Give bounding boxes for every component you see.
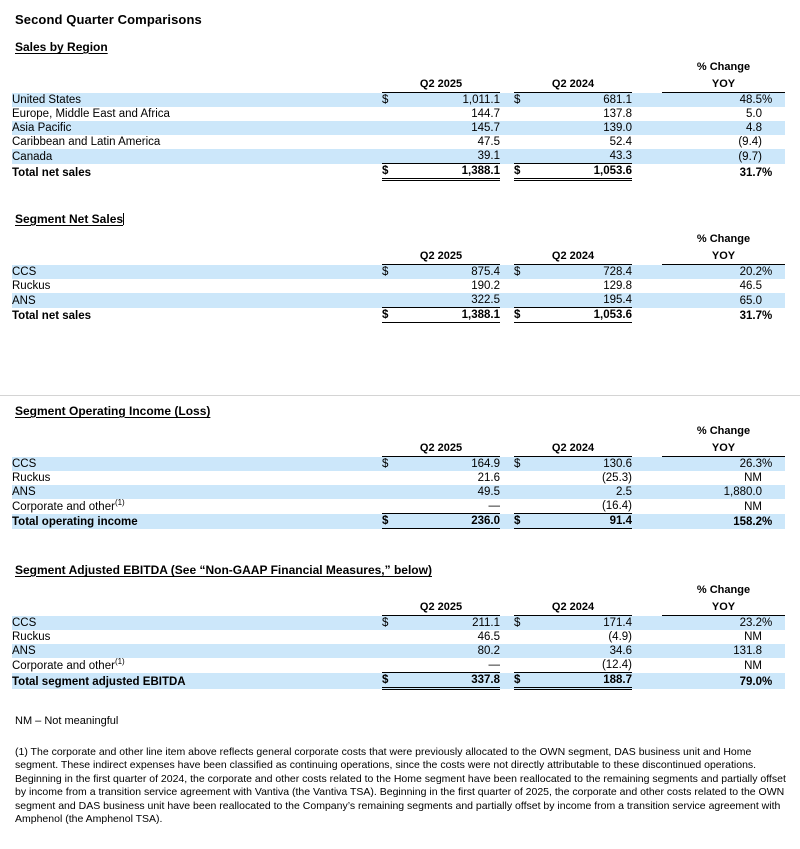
row-currency-prior xyxy=(514,485,530,499)
row-label: CCS xyxy=(12,457,382,472)
row-pct-change: 65.0 xyxy=(662,293,762,308)
header-year-current: Q2 2025 xyxy=(382,439,500,457)
table-total-row xyxy=(12,514,785,529)
row-gap-2 xyxy=(632,644,662,658)
row-pct-change: NM xyxy=(744,500,762,513)
row-currency-prior xyxy=(514,149,530,164)
total-currency-prior: $ xyxy=(514,514,530,529)
total-pct-change: 158.2 xyxy=(662,514,762,529)
row-currency-current: $ xyxy=(382,457,398,472)
row-label: ANS xyxy=(12,644,382,658)
table-header-row-bottom xyxy=(12,598,785,616)
header-gap2 xyxy=(632,583,662,598)
table-segment-operating-income xyxy=(12,424,785,529)
header-year-prior: Q2 2024 xyxy=(514,598,632,616)
row-currency-current: $ xyxy=(382,616,398,631)
section-title-sales-by-region xyxy=(15,40,108,54)
total-pct-change: 79.0 xyxy=(662,673,762,689)
row-value-prior: (12.4) xyxy=(530,658,632,673)
table-row xyxy=(12,265,785,280)
total-currency-current: $ xyxy=(382,308,398,323)
row-value-prior: 43.3 xyxy=(530,149,632,164)
total-gap xyxy=(500,308,514,323)
row-currency-prior xyxy=(514,279,530,293)
row-value-current: — xyxy=(398,499,500,514)
table-row xyxy=(12,293,785,308)
table-row xyxy=(12,457,785,472)
row-pct-change: 48.5 xyxy=(662,93,762,108)
page-break-divider xyxy=(0,395,800,396)
row-pct-symbol xyxy=(762,630,785,644)
row-gap xyxy=(500,616,514,631)
row-label: Europe, Middle East and Africa xyxy=(12,108,170,120)
row-currency-current xyxy=(382,107,398,121)
header-year-prior: Q2 2024 xyxy=(514,439,632,457)
header-gap-3 xyxy=(500,75,514,93)
table-row xyxy=(12,121,785,135)
header-spacer xyxy=(12,583,382,598)
row-value-current: 49.5 xyxy=(398,485,500,499)
row-label: Canada xyxy=(12,149,382,164)
total-pct-change: 31.7 xyxy=(739,166,762,179)
row-pct-change: NM xyxy=(744,472,762,484)
total-label: Total net sales xyxy=(12,309,92,322)
header-year-current: Q2 2025 xyxy=(382,75,500,93)
row-pct-symbol xyxy=(762,485,785,499)
row-pct-change: 20.2 xyxy=(662,265,762,280)
row-gap xyxy=(500,457,514,472)
row-value-current: 145.7 xyxy=(398,121,500,135)
row-gap-2 xyxy=(632,616,662,631)
row-label: CCS xyxy=(12,265,382,280)
row-gap xyxy=(500,471,514,485)
table-total-row xyxy=(12,673,785,689)
table-row xyxy=(12,93,785,108)
header-gap xyxy=(500,60,514,75)
total-pct-symbol: % xyxy=(762,514,785,529)
row-gap-2 xyxy=(632,499,662,514)
row-value-prior: (16.4) xyxy=(530,499,632,514)
table-header-row-top xyxy=(12,232,785,247)
row-currency-prior xyxy=(514,107,530,121)
header-spacer-2 xyxy=(12,439,382,457)
header-gap2 xyxy=(632,60,662,75)
page-title: Second Quarter Comparisons xyxy=(15,12,202,27)
table-total-row xyxy=(12,308,785,323)
row-gap xyxy=(500,293,514,308)
row-currency-prior xyxy=(514,630,530,644)
row-gap-2 xyxy=(632,471,662,485)
total-currency-prior: $ xyxy=(514,164,530,180)
total-gap-2 xyxy=(632,164,662,180)
header-gap-3 xyxy=(500,247,514,265)
total-value-prior: 1,053.6 xyxy=(530,164,632,180)
row-pct-symbol xyxy=(762,644,785,658)
row-label: Asia Pacific xyxy=(12,121,382,135)
table-row xyxy=(12,135,785,149)
header-pct-change-line2: YOY xyxy=(662,247,785,265)
total-currency-current: $ xyxy=(382,164,398,180)
row-value-current: 875.4 xyxy=(398,265,500,280)
header-spacer xyxy=(12,60,382,75)
table-header-row-top xyxy=(12,60,785,75)
table-header-row-bottom xyxy=(12,247,785,265)
total-label: Total segment adjusted EBITDA xyxy=(12,673,382,689)
header-gap xyxy=(500,232,514,247)
total-currency-prior: $ xyxy=(514,308,530,323)
row-currency-current xyxy=(382,658,398,673)
total-label: Total operating income xyxy=(12,514,382,529)
total-value-current: 236.0 xyxy=(398,514,500,529)
row-value-prior: 129.8 xyxy=(603,280,632,292)
row-value-prior: 195.4 xyxy=(530,293,632,308)
row-currency-current: $ xyxy=(382,265,398,280)
header-gap2 xyxy=(632,232,662,247)
row-value-prior: 52.4 xyxy=(609,136,632,148)
table-row xyxy=(12,616,785,631)
row-currency-current xyxy=(382,293,398,308)
row-currency-current xyxy=(382,279,398,293)
table-row xyxy=(12,658,785,673)
row-value-prior: 130.6 xyxy=(530,457,632,472)
row-pct-change: (9.4) xyxy=(738,136,762,148)
row-currency-prior xyxy=(514,658,530,673)
row-value-current: 21.6 xyxy=(477,472,500,484)
total-value-current: 1,388.1 xyxy=(398,164,500,180)
header-year-prior: Q2 2024 xyxy=(514,247,632,265)
row-pct-change: NM xyxy=(744,631,762,643)
row-pct-symbol xyxy=(762,135,785,149)
table-row xyxy=(12,149,785,164)
row-gap-2 xyxy=(632,135,662,149)
header-year-prior-top xyxy=(514,583,632,598)
row-pct-symbol: % xyxy=(762,616,785,631)
row-gap xyxy=(500,485,514,499)
row-label: United States xyxy=(12,93,382,108)
header-spacer xyxy=(12,424,382,439)
row-pct-symbol xyxy=(762,658,785,673)
row-label: Ruckus xyxy=(12,280,51,292)
footnote-marker: (1) xyxy=(114,497,125,507)
row-value-current: 322.5 xyxy=(398,293,500,308)
header-year-prior-top xyxy=(514,232,632,247)
row-currency-current xyxy=(382,485,398,499)
row-currency-current xyxy=(382,149,398,164)
header-gap-3 xyxy=(500,439,514,457)
header-year-current: Q2 2025 xyxy=(382,247,500,265)
row-currency-prior: $ xyxy=(514,265,530,280)
row-pct-change: 26.3 xyxy=(662,457,762,472)
total-gap xyxy=(500,673,514,689)
row-gap xyxy=(500,658,514,673)
total-gap-2 xyxy=(632,673,662,689)
total-currency-current: $ xyxy=(382,514,398,529)
total-gap xyxy=(500,514,514,529)
header-gap-4 xyxy=(632,247,662,265)
row-value-current: 46.5 xyxy=(477,631,500,643)
header-pct-change-line1: % Change xyxy=(696,61,751,73)
row-pct-symbol xyxy=(762,121,785,135)
row-gap-2 xyxy=(632,658,662,673)
row-gap xyxy=(500,149,514,164)
row-gap xyxy=(500,499,514,514)
total-pct-symbol: % xyxy=(762,673,785,689)
header-year-current: Q2 2025 xyxy=(382,598,500,616)
table-row xyxy=(12,471,785,485)
table-row xyxy=(12,485,785,499)
header-gap-4 xyxy=(632,75,662,93)
row-currency-current xyxy=(382,630,398,644)
row-currency-current xyxy=(382,135,398,149)
header-gap2 xyxy=(632,424,662,439)
row-label-text: Corporate and other xyxy=(12,500,115,513)
table-row xyxy=(12,279,785,293)
row-label: Caribbean and Latin America xyxy=(12,136,161,148)
row-label: Ruckus xyxy=(12,472,51,484)
header-year-prior-top xyxy=(514,60,632,75)
row-pct-change: 5.0 xyxy=(746,108,762,120)
row-gap-2 xyxy=(632,485,662,499)
row-pct-symbol xyxy=(762,107,785,121)
row-value-prior: (25.3) xyxy=(601,472,632,484)
row-gap-2 xyxy=(632,457,662,472)
total-gap-2 xyxy=(632,514,662,529)
row-gap-2 xyxy=(632,293,662,308)
total-value-prior: 188.7 xyxy=(530,673,632,689)
section-title-text: Sales by Region xyxy=(15,40,108,54)
row-value-current: 47.5 xyxy=(477,136,500,148)
row-value-prior: 34.6 xyxy=(530,644,632,658)
row-value-current: 80.2 xyxy=(398,644,500,658)
header-gap-4 xyxy=(632,598,662,616)
row-gap-2 xyxy=(632,121,662,135)
row-pct-change: (9.7) xyxy=(662,149,762,164)
row-currency-prior xyxy=(514,293,530,308)
row-pct-symbol: % xyxy=(762,265,785,280)
header-pct-change-line1: % Change xyxy=(696,584,751,596)
row-pct-symbol xyxy=(762,499,785,514)
row-currency-prior: $ xyxy=(514,616,530,631)
row-gap xyxy=(500,135,514,149)
row-currency-current xyxy=(382,121,398,135)
row-currency-prior xyxy=(514,644,530,658)
header-pct-change-line2: YOY xyxy=(662,439,785,457)
row-label: CCS xyxy=(12,616,382,631)
total-label: Total net sales xyxy=(12,166,92,179)
row-value-prior: 171.4 xyxy=(530,616,632,631)
row-value-current: 190.2 xyxy=(471,280,500,292)
row-currency-prior xyxy=(514,499,530,514)
table-header-row-bottom xyxy=(12,75,785,93)
row-gap xyxy=(500,630,514,644)
row-pct-change: 46.5 xyxy=(739,280,762,292)
header-year-prior: Q2 2024 xyxy=(514,75,632,93)
row-currency-prior xyxy=(514,471,530,485)
section-title-text: Segment Net Sales xyxy=(15,212,124,226)
row-pct-symbol xyxy=(762,279,785,293)
section-title-segment-operating-income xyxy=(15,404,210,418)
row-label xyxy=(12,658,382,673)
row-pct-change: 4.8 xyxy=(662,121,762,135)
row-currency-prior: $ xyxy=(514,457,530,472)
header-year-current-top xyxy=(382,424,500,439)
row-gap xyxy=(500,93,514,108)
header-gap-3 xyxy=(500,598,514,616)
table-row xyxy=(12,630,785,644)
table-total-row xyxy=(12,164,785,180)
row-gap xyxy=(500,644,514,658)
row-value-prior: 139.0 xyxy=(530,121,632,135)
section-title-text: Segment Adjusted EBITDA (See “Non-GAAP Financial Measures,” below) xyxy=(15,563,432,577)
total-gap-2 xyxy=(632,308,662,323)
header-spacer-2 xyxy=(12,75,382,93)
row-value-current: — xyxy=(398,658,500,673)
table-header-row-bottom xyxy=(12,439,785,457)
total-value-current: 1,388.1 xyxy=(398,308,500,323)
row-label xyxy=(12,499,382,514)
row-gap-2 xyxy=(632,279,662,293)
row-currency-prior: $ xyxy=(514,93,530,108)
table-row xyxy=(12,499,785,514)
row-label: ANS xyxy=(12,293,382,308)
row-value-current: 211.1 xyxy=(398,616,500,631)
header-pct-change-line2: YOY xyxy=(662,598,785,616)
row-pct-change: 1,880.0 xyxy=(662,485,762,499)
text-cursor-caret xyxy=(123,213,124,225)
table-header-row-top xyxy=(12,424,785,439)
row-value-current: 144.7 xyxy=(471,108,500,120)
row-label: Ruckus xyxy=(12,631,51,643)
table-row xyxy=(12,644,785,658)
header-year-current-top xyxy=(382,583,500,598)
row-value-prior: 681.1 xyxy=(530,93,632,108)
row-gap-2 xyxy=(632,265,662,280)
footnote-1-text: (1) The corporate and other line item above reflects general corporate costs that were previously allocated to the OWN segment, DAS business unit and Home segment. These indirect expenses have been classified as continuing operations, since the costs were not directly attributable to these discontinued operations. Beginning in the first quarter of 2024, the corporate and other costs related to the Home segment have been reallocated to the remaining segments and partially offset by income from a transition service agreement with Vantiva (the Vantiva TSA). Beginning in the first quarter of 2025, the corporate and other costs related to the OWN segment and DAS business unit have been reallocated to the Company’s remaining segments and partially offset by income from a transition service agreement with Amphenol (the Amphenol TSA). xyxy=(15,746,786,826)
header-spacer xyxy=(12,232,382,247)
row-pct-change: NM xyxy=(744,659,762,672)
row-value-prior: (4.9) xyxy=(608,631,632,643)
header-pct-change-line2: YOY xyxy=(662,75,785,93)
total-currency-current: $ xyxy=(382,673,398,689)
row-pct-symbol xyxy=(762,471,785,485)
footnote-1 xyxy=(15,746,787,826)
header-gap-4 xyxy=(632,439,662,457)
row-value-current: 39.1 xyxy=(398,149,500,164)
header-year-current-top xyxy=(382,60,500,75)
section-title-text: Segment Operating Income (Loss) xyxy=(15,404,211,418)
row-label: ANS xyxy=(12,485,382,499)
row-pct-symbol xyxy=(762,293,785,308)
row-gap xyxy=(500,107,514,121)
row-gap-2 xyxy=(632,630,662,644)
row-currency-current xyxy=(382,499,398,514)
row-gap xyxy=(500,279,514,293)
header-pct-change-line1: % Change xyxy=(696,233,751,245)
section-title-segment-adjusted-ebitda xyxy=(15,563,432,577)
row-value-current: 1,011.1 xyxy=(398,93,500,108)
section-title-segment-net-sales xyxy=(15,212,124,226)
header-spacer-2 xyxy=(12,247,382,265)
row-gap-2 xyxy=(632,93,662,108)
header-spacer-2 xyxy=(12,598,382,616)
row-currency-prior xyxy=(514,135,530,149)
total-value-current: 337.8 xyxy=(398,673,500,689)
total-value-prior: 91.4 xyxy=(530,514,632,529)
row-pct-change: 23.2 xyxy=(662,616,762,631)
footnote-marker: (1) xyxy=(114,656,125,666)
header-year-prior-top xyxy=(514,424,632,439)
row-gap-2 xyxy=(632,107,662,121)
row-pct-symbol: % xyxy=(762,457,785,472)
table-sales-by-region xyxy=(12,60,785,181)
not-meaningful-note: NM – Not meaningful xyxy=(15,715,119,727)
row-currency-current xyxy=(382,644,398,658)
table-segment-adjusted-ebitda xyxy=(12,583,785,690)
total-currency-prior: $ xyxy=(514,673,530,689)
row-currency-current: $ xyxy=(382,93,398,108)
row-pct-change: 131.8 xyxy=(662,644,762,658)
row-currency-prior xyxy=(514,121,530,135)
table-header-row-top xyxy=(12,583,785,598)
row-label-text: Corporate and other xyxy=(12,659,115,672)
row-gap xyxy=(500,121,514,135)
row-pct-symbol: % xyxy=(762,93,785,108)
total-pct-symbol: % xyxy=(762,166,773,179)
row-pct-symbol xyxy=(762,149,785,164)
table-segment-net-sales xyxy=(12,232,785,323)
total-pct-change: 31.7 xyxy=(739,309,762,322)
table-row xyxy=(12,107,785,121)
row-currency-current xyxy=(382,471,398,485)
row-gap xyxy=(500,265,514,280)
total-value-prior: 1,053.6 xyxy=(530,308,632,323)
total-pct-symbol: % xyxy=(762,309,773,322)
header-gap xyxy=(500,583,514,598)
row-value-prior: 728.4 xyxy=(530,265,632,280)
row-value-prior: 137.8 xyxy=(603,108,632,120)
header-year-current-top xyxy=(382,232,500,247)
header-gap xyxy=(500,424,514,439)
header-pct-change-line1: % Change xyxy=(696,425,751,437)
row-value-prior: 2.5 xyxy=(530,485,632,499)
total-gap xyxy=(500,164,514,180)
row-value-current: 164.9 xyxy=(398,457,500,472)
row-gap-2 xyxy=(632,149,662,164)
